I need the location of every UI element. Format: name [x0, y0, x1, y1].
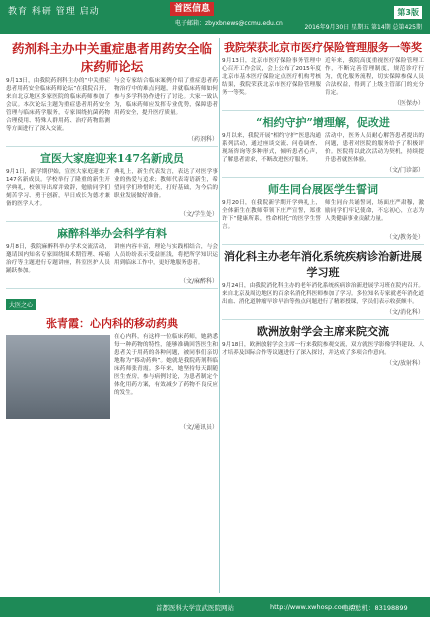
article-insurance-award — [222, 39, 424, 107]
article-new-members — [6, 150, 218, 218]
footer-url[interactable]: http://www.xwhosp.com.cn — [270, 603, 358, 611]
article-body: 典礼上，新生代表发言，表达了对医学事业的热爱与追求；教师代表寄语新生，希望同学们珍惜时光，打好基础，为今后的职业发展做好准备。 — [114, 169, 218, 199]
article-credit: （药剂科） — [187, 136, 218, 143]
divider — [222, 319, 424, 320]
article-radiology — [222, 323, 424, 367]
article-body: 9月1日，新学期伊始，宣医大家庭迎来了147名新成员。学校举行了隆重的新生开学典礼，校领导出席并致辞，勉励同学们刻苦学习、勇于创新，早日成长为德才兼备的医学人才。 — [6, 169, 110, 207]
divider — [222, 110, 424, 111]
footer-site-name: 首都医科大学宣武医院网站 — [156, 604, 234, 612]
article-headline: 我院荣获北京市医疗保险管理服务一等奖 — [224, 41, 422, 54]
logo: 首医信息 — [170, 2, 214, 16]
feature-body: 在心内科，有这样一位临床药师，她熟悉每一种药物的特性，能够准确回答医生和患者关于用药的各种问题，被同事们亲切地称为“移动药典”。她就是我院药剂科临床药师张青霞。多年来，她坚持每天跟随医生查房，参与病例讨论，为患者制定个体化用药方案，有效减少了药物不良反应的发生。 — [114, 334, 218, 396]
article-headline: 师生同台展医学生誓词 — [268, 183, 378, 196]
article-credit: （文/通讯员） — [179, 424, 218, 431]
article-body: 活动中，医务人员耐心解答患者提出的问题，患者对医院的服务给予了积极评价。医院将以此次活动为契机，持续提升患者就医体验。 — [325, 133, 424, 163]
article-body: 与会专家结合临床案例介绍了重症患者药物治疗中的难点问题，并就临床药师如何参与多学科协作进行了讨论。大家一致认为，临床药师应发挥专业优势，保障患者用药安全，提升医疗质量。 — [114, 78, 218, 116]
divider — [6, 288, 218, 289]
divider — [222, 177, 424, 178]
article-body: 9月24日，由我院消化科主办的老年消化系统疾病诊治新进展学习班在院内召开。来自北京及周边地区的百余名消化科医师参加了学习。多位知名专家就老年消化道出血、消化道肿瘤早诊早治等热点问题进行了精彩授课，学员们表示收获颇丰。 — [222, 283, 424, 305]
article-anesthesia — [6, 225, 218, 285]
article-body: 9月20日，在我院新学期开学典礼上，全体新生在教师带领下庄严宣誓，郑重许下“健康所系，性命相托”的医学生誓言。 — [222, 200, 321, 230]
divider — [6, 146, 218, 147]
article-body: 9月13日，北京市医疗保险事务管理中心召开工作会议，会上公布了2015年度北京市基本医疗保险定点医疗机构考核结果，我院荣获北京市医疗保险管理服务一等奖。 — [222, 58, 321, 96]
column-divider — [219, 38, 220, 593]
article-body: 9月8日，我院麻醉科举办学术交流活动，邀请国内知名专家围绕围术期管理、疼痛治疗等主题进行专题讲座，科室医护人员踊跃参加。 — [6, 244, 110, 274]
article-credit: （文/学生处） — [179, 211, 218, 218]
article-credit: （文/教务处） — [385, 234, 424, 241]
article-headline: 消化科主办老年消化系统疾病诊治新进展学习班 — [224, 250, 422, 279]
footer-phone: 电话总机：83198899 — [342, 604, 408, 612]
article-headline: 欧洲放射学会主席来院交流 — [257, 325, 389, 338]
article-patient-care — [222, 114, 424, 174]
article-credit: （文/门诊部） — [385, 167, 424, 174]
article-credit: （文/放射科） — [385, 360, 424, 367]
masthead-slogan: 电子邮箱：zbyxbnews@ccmu.edu.cn — [175, 20, 283, 27]
feature-tag: 大医之心 — [6, 299, 36, 310]
article-headline: “相约守护”增理解，促改进 — [256, 116, 390, 129]
right-column — [222, 36, 424, 595]
article-oath — [222, 181, 424, 241]
footer — [0, 597, 430, 617]
left-column — [6, 36, 218, 595]
masthead — [0, 0, 430, 34]
article-body: 讲座内容丰富，理论与实践相结合，与会人员纷纷表示受益匪浅，将把所学知识运用到临床工作中，更好地服务患者。 — [114, 244, 218, 266]
article-credit: （文/麻醉科） — [179, 278, 218, 285]
article-credit: （文/消化科） — [385, 309, 424, 316]
article-body: 9月以来，我院开展“相约守护”医患沟通系列活动，通过座谈交流、问卷调查、现场咨询等多种形式，倾听患者心声，了解患者需求，不断改进医疗服务。 — [222, 133, 321, 163]
article-pharmacy — [6, 39, 218, 143]
section-nav: 教育 科研 管理 启动 — [8, 7, 100, 17]
article-body: 9月18日，欧洲放射学会主席一行来我院参观交流，双方就医学影像学科建设、人才培养及国际合作等议题进行了深入探讨，并达成了多项合作意向。 — [222, 342, 424, 356]
article-headline: 宣医大家庭迎来147名新成员 — [40, 152, 184, 165]
article-gastro-course — [222, 248, 424, 316]
article-body: 师生同台共诵誓词，场面庄严肃穆，激励同学们牢记使命，不忘初心，立志为人类健康事业贡献力量。 — [325, 200, 424, 222]
dateline: 2016年9月30日 星期五 第14期 总第425期 — [304, 24, 422, 31]
divider — [222, 244, 424, 245]
feature-headline: 张青霞：心内科的移动药典 — [46, 317, 178, 330]
article-headline: 麻醉科举办会科学有料 — [57, 227, 167, 240]
article-credit: （医保办） — [393, 100, 424, 107]
article-body: 9月13日，由我院药剂科主办的“中关重症患者用药安全临床药师论坛”在我院召开，来自北京地区多家医院的临床药师参加了会议。本次论坛主题为重症患者用药安全管理与临床药学服务，专家围绕抗菌药物合理使用、特殊人群用药、治疗药物监测等方面进行了深入交流。 — [6, 78, 110, 132]
article-headline: 药剂科主办中关重症患者用药安全临床药师论坛 — [11, 41, 212, 74]
article-body: 近年来，我院高度重视医疗保险管理工作，不断完善管理制度，规范诊疗行为，优化服务流程，切实保障参保人员合法权益，得到了上级主管部门的充分肯定。 — [325, 58, 424, 96]
feature-photo — [6, 335, 110, 419]
feature-story — [6, 292, 218, 431]
divider — [6, 221, 218, 222]
page-number: 第3版 — [394, 6, 422, 19]
